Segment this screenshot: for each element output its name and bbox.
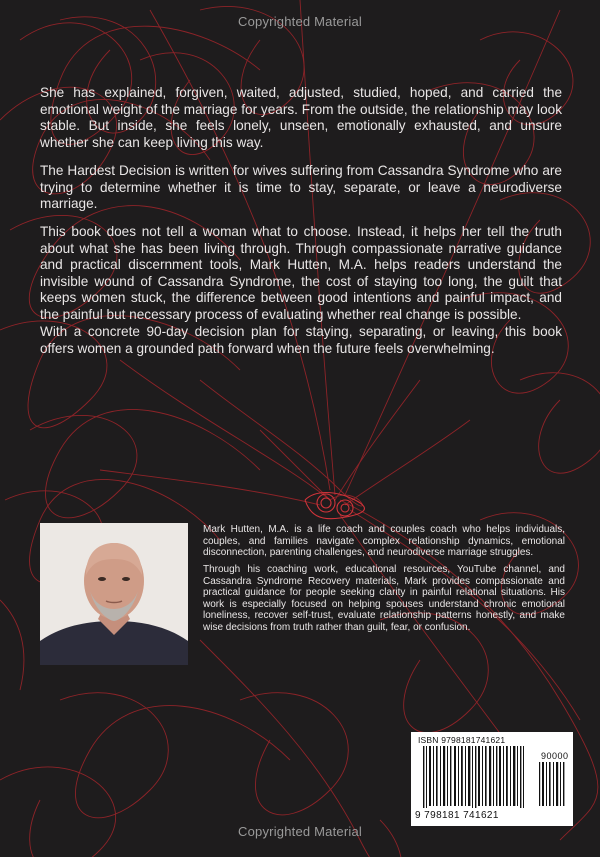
copyright-watermark-top: Copyrighted Material: [238, 14, 362, 29]
isbn-label: ISBN 9798181741621: [418, 735, 506, 745]
blurb-paragraph-2: The Hardest Decision is written for wives suffering from Cassandra Syndrome who are trying to determine whether it is time to stay, separate, or leave a neurodiverse marriage.: [40, 163, 562, 211]
price-code: 90000: [541, 751, 569, 761]
author-bio-paragraph-1: Mark Hutten, M.A. is a life coach and couples coach who helps individuals, couples, and families navigate complex relationship dynamics, emotional disconnection, parenting challenges, and neurodiverse marriage struggles.: [203, 524, 565, 559]
blurb-paragraph-3: This book does not tell a woman what to choose. Instead, it helps her tell the truth about what she has been living through. Through compassionate narrative guidance and practical discernment tools, Mark Hutten, M.A. helps readers understand the invisible wound of Cassandra Syndrome, the cost of staying too long, the guilt that keeps women stuck, the difference between good intentions and painful impact, and the painful but necessary process of evaluating whether real change is possible.: [40, 224, 562, 322]
copyright-watermark-bottom: Copyrighted Material: [238, 824, 362, 839]
isbn-barcode: [411, 732, 573, 826]
blurb-paragraph-1: She has explained, forgiven, waited, adjusted, studied, hoped, and carried the emotional weight of the marriage for years. From the outside, the relationship may look stable. But inside, she feels lonely, unseen, emotionally exhausted, and unsure whether she can keep living this way.: [40, 85, 562, 150]
blurb-paragraph-4: With a concrete 90-day decision plan for staying, separating, or leaving, this book offers women a grounded path forward when the future feels overwhelming.: [40, 324, 562, 356]
isbn-digits: 9 798181 741621: [415, 810, 499, 821]
author-photo: [40, 523, 188, 665]
author-bio-paragraph-2: Through his coaching work, educational resources, YouTube channel, and Cassandra Syndrome Recovery materials, Mark provides compassionate and practical guidance for people seeking clarity in painful relational situations. His work is especially focused on helping spouses understand chronic emotional loneliness, recover self-trust, evaluate relationship patterns honestly, and make wise decisions from truth rather than guilt, fear, or confusion.: [203, 564, 565, 633]
